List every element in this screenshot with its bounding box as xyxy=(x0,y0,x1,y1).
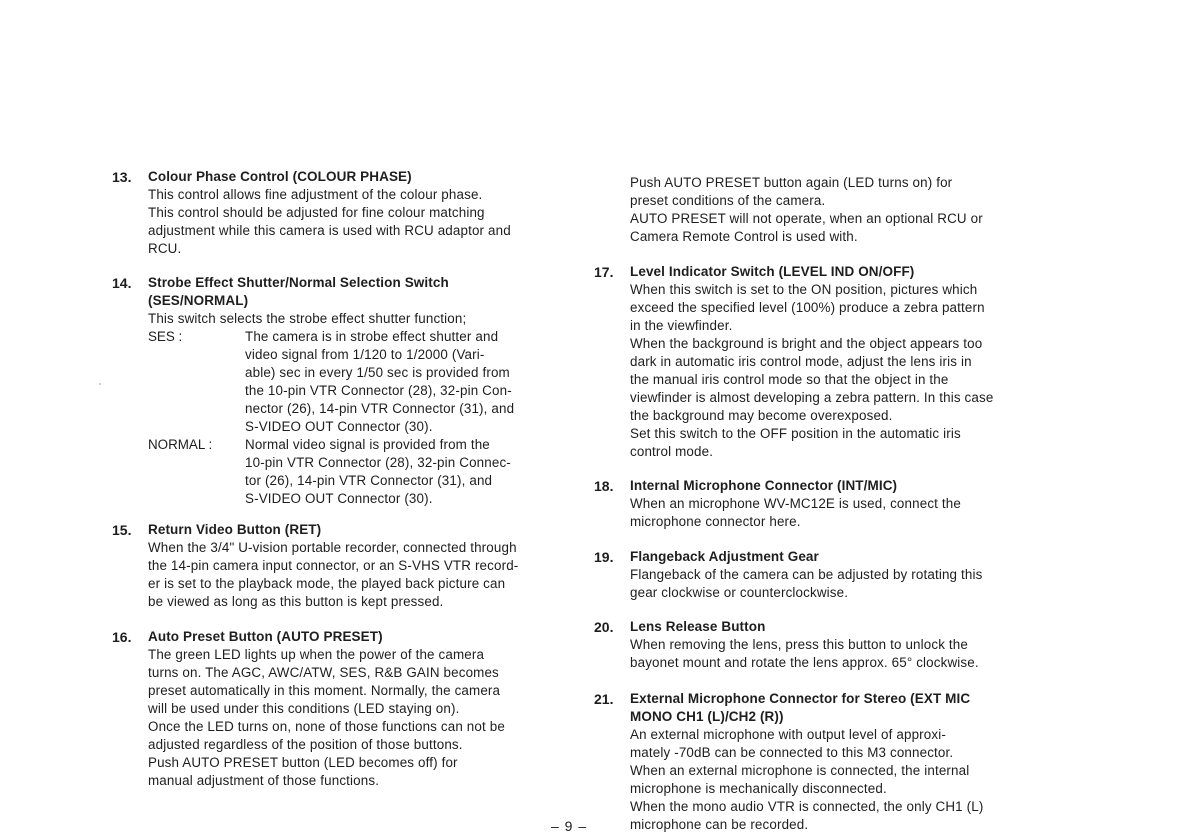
body-line: dark in automatic iris control mode, adjust the lens iris in xyxy=(630,354,972,369)
section-heading: External Microphone Connector for Stereo (EXT MIC xyxy=(630,691,971,706)
body-line: microphone can be recorded. xyxy=(630,817,809,832)
body-line: This switch selects the strobe effect shutter function; xyxy=(148,311,467,326)
section-heading: Colour Phase Control (COLOUR PHASE) xyxy=(148,169,412,184)
section-16-continued xyxy=(594,174,1050,246)
section-number: 14. xyxy=(112,275,132,291)
body-line: turns on. The AGC, AWC/ATW, SES, R&B GAIN becomes xyxy=(148,665,499,680)
body-line: Set this switch to the OFF position in the automatic iris xyxy=(630,426,961,441)
body-line: Normal video signal is provided from the xyxy=(245,437,490,452)
body-line: microphone connector here. xyxy=(630,514,801,529)
body-line: manual adjustment of those functions. xyxy=(148,773,380,788)
body-line: An external microphone with output level of approxi- xyxy=(630,727,946,742)
section-heading-cont: MONO CH1 (L)/CH2 (R)) xyxy=(630,709,784,724)
body-line: 10-pin VTR Connector (28), 32-pin Connec- xyxy=(245,455,511,470)
section-18 xyxy=(594,477,1050,531)
body-line: This control allows fine adjustment of the colour phase. xyxy=(148,187,483,202)
section-number: 18. xyxy=(594,478,614,494)
scan-speck xyxy=(99,383,101,385)
body-line: exceed the specified level (100%) produce a zebra pattern xyxy=(630,300,985,315)
body-line: S-VIDEO OUT Connector (30). xyxy=(245,491,433,506)
body-line: When removing the lens, press this button to unlock the xyxy=(630,637,968,652)
left-column xyxy=(112,168,567,790)
body-line: the 14-pin camera input connector, or an S-VHS VTR record- xyxy=(148,558,519,573)
body-line: tor (26), 14-pin VTR Connector (31), and xyxy=(245,473,493,488)
body-line: be viewed as long as this button is kept pressed. xyxy=(148,594,444,609)
definition-list xyxy=(148,328,567,508)
body-line: er is set to the playback mode, the played back picture can xyxy=(148,576,506,591)
right-column xyxy=(594,174,1050,834)
section-13 xyxy=(112,168,567,258)
section-15 xyxy=(112,521,567,611)
body-line: Once the LED turns on, none of those functions can not be xyxy=(148,719,505,734)
body-line: microphone is mechanically disconnected. xyxy=(630,781,887,796)
body-line: The green LED lights up when the power of the camera xyxy=(148,647,485,662)
body-line: video signal from 1/120 to 1/2000 (Vari- xyxy=(245,347,485,362)
section-20 xyxy=(594,618,1050,672)
body-line: Push AUTO PRESET button again (LED turns on) for xyxy=(630,175,953,190)
body-line: viewfinder is almost developing a zebra pattern. In this case xyxy=(630,390,994,405)
body-line: preset automatically in this moment. Normally, the camera xyxy=(148,683,501,698)
body-line: bayonet mount and rotate the lens approx. 65° clockwise. xyxy=(630,655,979,670)
section-heading: Flangeback Adjustment Gear xyxy=(630,549,819,564)
body-line: adjusted regardless of the position of those buttons. xyxy=(148,737,463,752)
definition-term: SES : xyxy=(148,329,183,344)
body-line: Push AUTO PRESET button (LED becomes off) for xyxy=(148,755,458,770)
section-number: 15. xyxy=(112,522,132,538)
section-17 xyxy=(594,263,1050,461)
body-line: AUTO PRESET will not operate, when an optional RCU or xyxy=(630,211,983,226)
definition-row-normal xyxy=(148,436,567,508)
body-line: adjustment while this camera is used with RCU adaptor and xyxy=(148,223,511,238)
section-number: 19. xyxy=(594,549,614,565)
body-line: the background may become overexposed. xyxy=(630,408,893,423)
section-heading: Level Indicator Switch (LEVEL IND ON/OFF) xyxy=(630,264,915,279)
body-line: When the background is bright and the object appears too xyxy=(630,336,983,351)
section-heading: Lens Release Button xyxy=(630,619,766,634)
body-line: gear clockwise or counterclockwise. xyxy=(630,585,849,600)
body-line: mately -70dB can be connected to this M3 connector. xyxy=(630,745,954,760)
body-line: Flangeback of the camera can be adjusted by rotating this xyxy=(630,567,983,582)
section-number: 20. xyxy=(594,619,614,635)
section-heading: Auto Preset Button (AUTO PRESET) xyxy=(148,629,383,644)
definition-row-ses xyxy=(148,328,567,436)
body-line: When an microphone WV-MC12E is used, connect the xyxy=(630,496,961,511)
body-line: When an external microphone is connected, the internal xyxy=(630,763,970,778)
body-line: S-VIDEO OUT Connector (30). xyxy=(245,419,433,434)
definition-term: NORMAL : xyxy=(148,437,213,452)
body-line: the 10-pin VTR Connector (28), 32-pin Con- xyxy=(245,383,512,398)
body-line: RCU. xyxy=(148,241,182,256)
body-line: This control should be adjusted for fine colour matching xyxy=(148,205,485,220)
section-number: 13. xyxy=(112,169,132,185)
body-line: When the mono audio VTR is connected, the only CH1 (L) xyxy=(630,799,984,814)
body-line: Camera Remote Control is used with. xyxy=(630,229,858,244)
body-line: preset conditions of the camera. xyxy=(630,193,826,208)
section-number: 21. xyxy=(594,691,614,707)
section-heading: Return Video Button (RET) xyxy=(148,522,322,537)
body-line: When this switch is set to the ON position, pictures which xyxy=(630,282,978,297)
section-14 xyxy=(112,274,567,508)
body-line: in the viewfinder. xyxy=(630,318,733,333)
section-number: 17. xyxy=(594,264,614,280)
page-number: – 9 – xyxy=(551,818,588,834)
body-line: When the 3/4" U-vision portable recorder, connected through xyxy=(148,540,517,555)
section-21 xyxy=(594,690,1050,834)
section-heading-cont: (SES/NORMAL) xyxy=(148,293,249,308)
section-heading: Strobe Effect Shutter/Normal Selection Switch xyxy=(148,275,449,290)
section-19 xyxy=(594,548,1050,602)
section-heading: Internal Microphone Connector (INT/MIC) xyxy=(630,478,898,493)
section-number: 16. xyxy=(112,629,132,645)
definition-desc xyxy=(245,436,567,508)
section-16 xyxy=(112,628,567,790)
body-line: control mode. xyxy=(630,444,714,459)
body-line: will be used under this conditions (LED staying on). xyxy=(148,701,460,716)
body-line: nector (26), 14-pin VTR Connector (31), and xyxy=(245,401,515,416)
body-line: able) sec in every 1/50 sec is provided from xyxy=(245,365,510,380)
body-line: the manual iris control mode so that the object in the xyxy=(630,372,949,387)
definition-desc xyxy=(245,328,567,436)
body-line: The camera is in strobe effect shutter and xyxy=(245,329,499,344)
